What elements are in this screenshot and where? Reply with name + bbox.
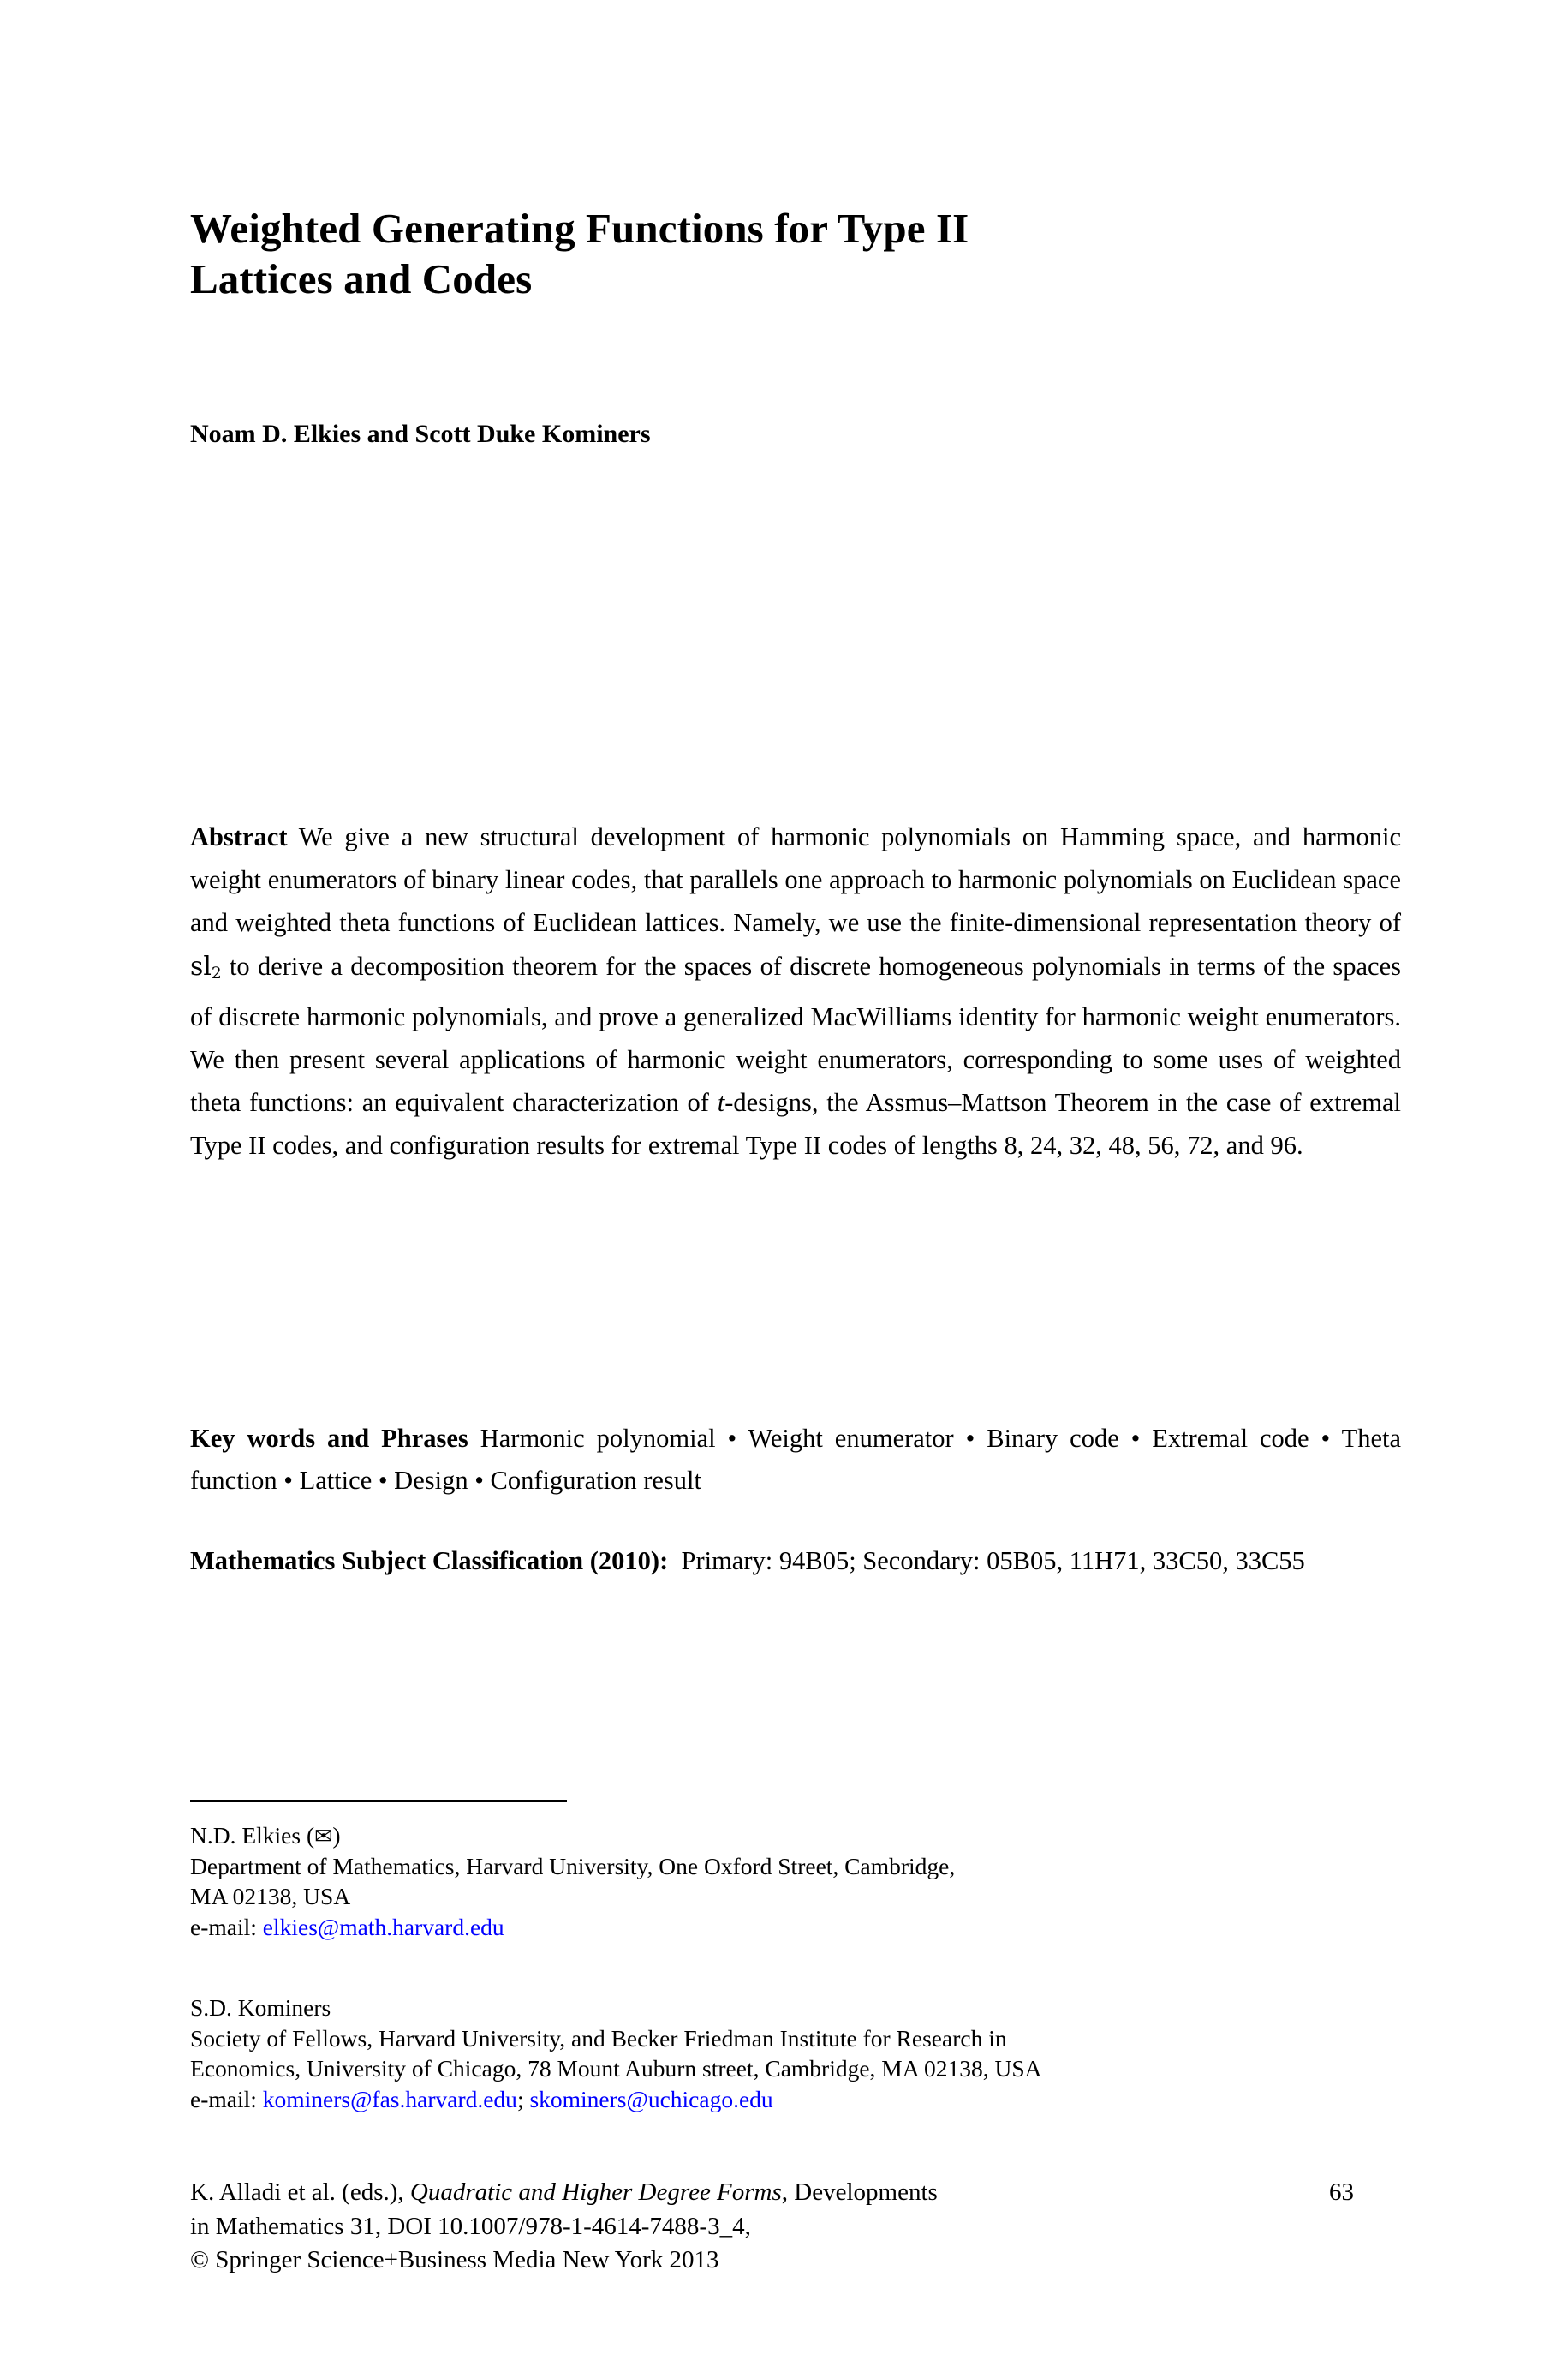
kominers-email-separator: ;: [516, 2085, 524, 2112]
citation-line-2: in Mathematics 31, DOI 10.1007/978-1-4614-7488-3_4,: [190, 2212, 751, 2240]
elkies-name: N.D. Elkies: [190, 1822, 301, 1849]
citation-line-1: [190, 2176, 1406, 2210]
kominers-affiliation-line-2: Economics, University of Chicago, 78 Mount Auburn street, Cambridge, MA 02138, USA: [190, 2055, 1042, 2082]
kominers-name-line: S.D. Kominers: [190, 1994, 331, 2021]
sl2-subscript: 2: [211, 964, 222, 983]
page-title-line-2: Lattices and Codes: [190, 254, 533, 302]
kominers-email-label: e-mail:: [190, 2085, 257, 2112]
keywords-label: Key words and Phrases: [190, 1424, 468, 1453]
abstract-label: Abstract: [190, 822, 288, 851]
authors-block: [190, 417, 1406, 451]
author-list: Noam D. Elkies and Scott Duke Kominers: [190, 420, 651, 448]
msc-text: Primary: 94B05; Secondary: 05B05, 11H71, 33C50, 33C55: [681, 1546, 1305, 1575]
kominers-email-line: [190, 2084, 1406, 2115]
page-title: [190, 204, 1406, 305]
page-number: 63: [1329, 2178, 1354, 2206]
footnote-author-elkies: [190, 1820, 1406, 1942]
citation-editors: K. Alladi et al. (eds.),: [190, 2178, 404, 2206]
citation-series-suffix: , Developments: [781, 2178, 938, 2206]
abstract-paragraph: [190, 816, 1401, 1168]
sl2-letters: sl: [190, 951, 212, 982]
msc-block: [190, 1540, 1401, 1582]
corresponding-author-paren-close: ): [332, 1822, 341, 1849]
elkies-affiliation-line-2: MA 02138, USA: [190, 1883, 351, 1910]
elkies-email-line: [190, 1912, 1406, 1943]
envelope-icon: ✉: [314, 1825, 333, 1849]
kominers-affiliation-line-1: Society of Fellows, Harvard University, and Becker Friedman Institute for Research in: [190, 2024, 1007, 2052]
citation-block: [190, 2176, 1406, 2278]
footnote-separator-rule: [190, 1800, 567, 1802]
elkies-name-line: [190, 1820, 1406, 1851]
title-block: [190, 204, 1406, 305]
abstract-text-part-3: -designs, the Assmus–Mattson Theorem in the case of extremal Type II codes, and configuration results for extremal Type II codes of lengths 8, 24, 32, 48, 56, 72, and 96.: [190, 1088, 1401, 1161]
kominers-email-link-2[interactable]: skominers@uchicago.edu: [529, 2085, 773, 2112]
corresponding-author-paren-open: (: [306, 1822, 315, 1849]
sl2-algebra-symbol: [190, 952, 222, 982]
elkies-email-link[interactable]: elkies@math.harvard.edu: [262, 1913, 504, 1940]
citation-line-3: © Springer Science+Business Media New York 2013: [190, 2246, 719, 2273]
elkies-affiliation-line-1: Department of Mathematics, Harvard University, One Oxford Street, Cambridge,: [190, 1852, 956, 1879]
page-title-line-1: Weighted Generating Functions for Type II: [190, 205, 969, 252]
abstract-text-part-2: to derive a decomposition theorem for the spaces of discrete homogeneous polynomials in terms of the spaces of discrete harmonic polynomials, and prove a generalized MacWilliams identity for harmonic weight enumerators. We then present several applications of harmonic weight enumerators, corresponding to some uses of weighted theta functions: an equivalent characterization of: [190, 951, 1401, 1118]
footnote-author-kominers: [190, 1993, 1406, 2114]
kominers-email-link-1[interactable]: kominers@fas.harvard.edu: [262, 2085, 517, 2112]
abstract-text-part-1: We give a new structural development of harmonic polynomials on Hamming space, and harmonic weight enumerators of binary linear codes, that parallels one approach to harmonic polynomials on Euclidean space and weighted theta functions of Euclidean lattices. Namely, we use the finite-dimensional representation theory of: [190, 822, 1401, 938]
elkies-email-label: e-mail:: [190, 1913, 257, 1940]
keywords-paragraph: [190, 1418, 1401, 1502]
citation-book-title: Quadratic and Higher Degree Forms: [409, 2178, 782, 2206]
keywords-block: [190, 1418, 1401, 1502]
abstract-block: [190, 816, 1401, 1168]
msc-paragraph: [190, 1540, 1401, 1582]
msc-label: Mathematics Subject Classification (2010):: [190, 1546, 669, 1575]
t-designs-variable: t: [717, 1088, 725, 1118]
keywords-text: Harmonic polynomial • Weight enumerator • Binary code • Extremal code • Theta function • Lattice • Design • Configuration result: [190, 1424, 1402, 1495]
